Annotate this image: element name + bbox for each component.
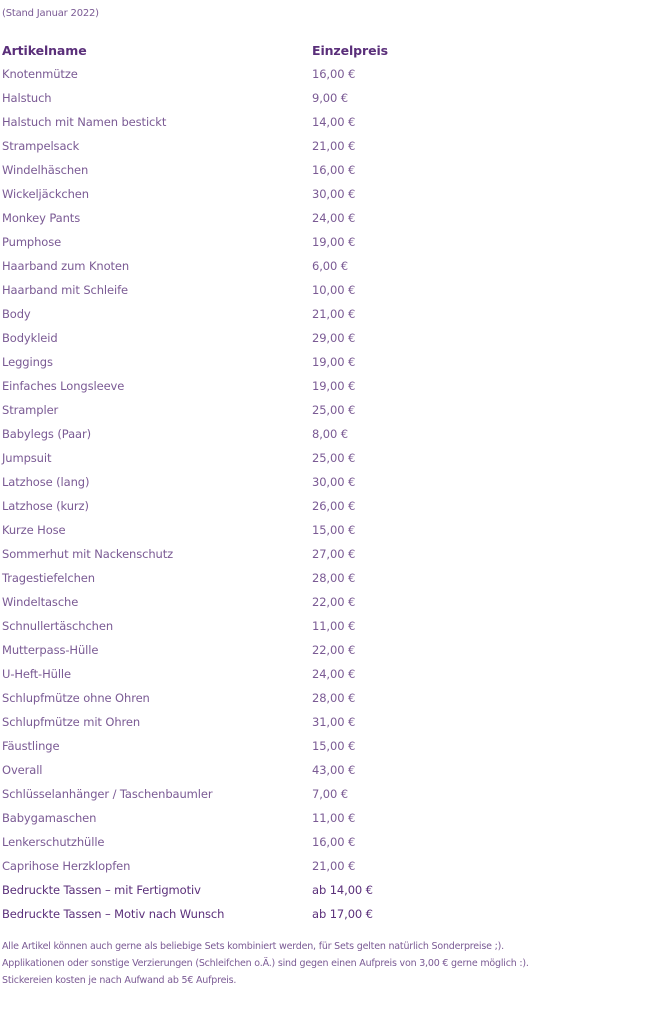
table-row bbox=[2, 782, 462, 806]
item-price: 25,00 € bbox=[312, 451, 356, 465]
item-name: Babygamaschen bbox=[2, 811, 97, 825]
table-row bbox=[2, 662, 462, 686]
item-name: Latzhose (kurz) bbox=[2, 499, 89, 513]
item-name: Windeltasche bbox=[2, 595, 79, 609]
note-applikationen: Applikationen oder sonstige Verzierungen (Schleifchen o.Ä.) sind gegen einen Aufpreis von 3,00 € gerne möglich :). bbox=[2, 958, 529, 969]
item-price: 31,00 € bbox=[312, 715, 356, 729]
item-name: Strampler bbox=[2, 403, 59, 417]
item-price: 11,00 € bbox=[312, 811, 356, 825]
table-row bbox=[2, 302, 462, 326]
table-row bbox=[2, 398, 462, 422]
item-price: 22,00 € bbox=[312, 595, 356, 609]
item-price: 10,00 € bbox=[312, 283, 356, 297]
item-price: 28,00 € bbox=[312, 571, 356, 585]
table-row bbox=[2, 350, 462, 374]
item-price: 30,00 € bbox=[312, 187, 356, 201]
item-price: ab 17,00 € bbox=[312, 907, 373, 921]
item-name: Bedruckte Tassen – Motiv nach Wunsch bbox=[2, 907, 225, 921]
item-price: 19,00 € bbox=[312, 355, 356, 369]
table-row bbox=[2, 62, 462, 86]
item-name: Schlupfmütze ohne Ohren bbox=[2, 691, 150, 705]
price-table bbox=[2, 38, 462, 926]
item-name: Schlupfmütze mit Ohren bbox=[2, 715, 141, 729]
item-name: Schnullertäschchen bbox=[2, 619, 114, 633]
item-price: 30,00 € bbox=[312, 475, 356, 489]
item-name: Jumpsuit bbox=[2, 451, 52, 465]
item-name: Strampelsack bbox=[2, 139, 80, 153]
item-price: 28,00 € bbox=[312, 691, 356, 705]
table-row bbox=[2, 206, 462, 230]
table-row bbox=[2, 158, 462, 182]
header-artikelname: Artikelname bbox=[2, 42, 87, 58]
table-header-row bbox=[2, 38, 462, 62]
table-row bbox=[2, 134, 462, 158]
item-price: 15,00 € bbox=[312, 523, 356, 537]
table-row bbox=[2, 806, 462, 830]
item-price: 22,00 € bbox=[312, 643, 356, 657]
table-row bbox=[2, 518, 462, 542]
item-name: Lenkerschutzhülle bbox=[2, 835, 105, 849]
item-name: Bedruckte Tassen – mit Fertigmotiv bbox=[2, 883, 201, 897]
table-row bbox=[2, 326, 462, 350]
note-sets: Alle Artikel können auch gerne als beliebige Sets kombiniert werden, für Sets gelten natürlich Sonderpreise ;). bbox=[2, 941, 504, 952]
item-name: Latzhose (lang) bbox=[2, 475, 90, 489]
item-price: 21,00 € bbox=[312, 139, 356, 153]
table-row bbox=[2, 686, 462, 710]
item-name: Fäustlinge bbox=[2, 739, 60, 753]
item-price: 24,00 € bbox=[312, 211, 356, 225]
item-name: Body bbox=[2, 307, 31, 321]
table-row bbox=[2, 758, 462, 782]
table-row bbox=[2, 734, 462, 758]
table-row bbox=[2, 542, 462, 566]
item-price: 19,00 € bbox=[312, 379, 356, 393]
item-price: 29,00 € bbox=[312, 331, 356, 345]
item-name: Overall bbox=[2, 763, 43, 777]
table-row bbox=[2, 254, 462, 278]
item-name: Wickeljäckchen bbox=[2, 187, 89, 201]
item-price: 25,00 € bbox=[312, 403, 356, 417]
note-stickereien: Stickereien kosten je nach Aufwand ab 5€ Aufpreis. bbox=[2, 975, 237, 986]
table-row bbox=[2, 710, 462, 734]
item-name: Pumphose bbox=[2, 235, 62, 249]
table-body bbox=[2, 62, 462, 926]
item-price: 6,00 € bbox=[312, 259, 348, 273]
item-price: 11,00 € bbox=[312, 619, 356, 633]
notes bbox=[2, 938, 642, 989]
table-row bbox=[2, 422, 462, 446]
table-row bbox=[2, 854, 462, 878]
item-price: ab 14,00 € bbox=[312, 883, 373, 897]
item-name: Leggings bbox=[2, 355, 53, 369]
item-price: 24,00 € bbox=[312, 667, 356, 681]
item-price: 16,00 € bbox=[312, 163, 356, 177]
item-name: Bodykleid bbox=[2, 331, 58, 345]
table-row bbox=[2, 86, 462, 110]
item-name: Kurze Hose bbox=[2, 523, 66, 537]
table-row bbox=[2, 830, 462, 854]
item-price: 8,00 € bbox=[312, 427, 348, 441]
item-name: Sommerhut mit Nackenschutz bbox=[2, 547, 174, 561]
item-name: Einfaches Longsleeve bbox=[2, 379, 125, 393]
item-price: 27,00 € bbox=[312, 547, 356, 561]
item-name: Haarband zum Knoten bbox=[2, 259, 130, 273]
item-name: Tragestiefelchen bbox=[2, 571, 95, 585]
table-row bbox=[2, 182, 462, 206]
table-row bbox=[2, 638, 462, 662]
item-price: 19,00 € bbox=[312, 235, 356, 249]
table-row bbox=[2, 446, 462, 470]
item-price: 21,00 € bbox=[312, 859, 356, 873]
table-row bbox=[2, 614, 462, 638]
item-name: Schlüsselanhänger / Taschenbaumler bbox=[2, 787, 213, 801]
table-row bbox=[2, 278, 462, 302]
table-row bbox=[2, 566, 462, 590]
item-name: Halstuch mit Namen bestickt bbox=[2, 115, 167, 129]
item-price: 9,00 € bbox=[312, 91, 348, 105]
item-name: Caprihose Herzklopfen bbox=[2, 859, 131, 873]
item-price: 7,00 € bbox=[312, 787, 348, 801]
item-name: Haarband mit Schleife bbox=[2, 283, 129, 297]
item-price: 16,00 € bbox=[312, 67, 356, 81]
item-name: U-Heft-Hülle bbox=[2, 667, 71, 681]
item-price: 15,00 € bbox=[312, 739, 356, 753]
table-row bbox=[2, 470, 462, 494]
header-einzelpreis: Einzelpreis bbox=[312, 42, 388, 58]
table-row bbox=[2, 494, 462, 518]
item-price: 16,00 € bbox=[312, 835, 356, 849]
table-row bbox=[2, 230, 462, 254]
item-name: Windelhäschen bbox=[2, 163, 89, 177]
item-name: Monkey Pants bbox=[2, 211, 81, 225]
item-name: Halstuch bbox=[2, 91, 52, 105]
table-row bbox=[2, 110, 462, 134]
item-name: Knotenmütze bbox=[2, 67, 78, 81]
table-row bbox=[2, 374, 462, 398]
item-price: 26,00 € bbox=[312, 499, 356, 513]
table-row bbox=[2, 878, 462, 902]
item-price: 14,00 € bbox=[312, 115, 356, 129]
table-row bbox=[2, 902, 462, 926]
item-price: 43,00 € bbox=[312, 763, 356, 777]
item-price: 21,00 € bbox=[312, 307, 356, 321]
item-name: Mutterpass-Hülle bbox=[2, 643, 99, 657]
item-name: Babylegs (Paar) bbox=[2, 427, 91, 441]
table-row bbox=[2, 590, 462, 614]
stand-date: (Stand Januar 2022) bbox=[2, 8, 99, 19]
